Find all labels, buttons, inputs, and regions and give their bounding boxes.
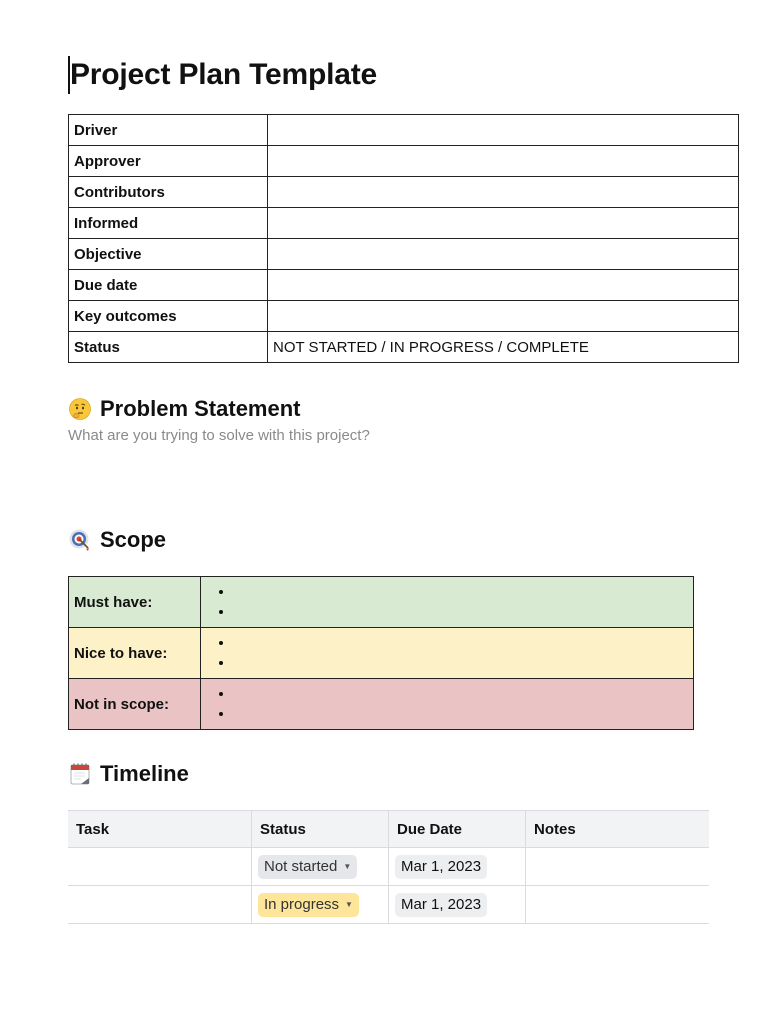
problem-statement-placeholder[interactable]: What are you trying to solve with this project? — [68, 427, 370, 444]
bullet-item[interactable] — [234, 602, 688, 622]
status-dropdown[interactable] — [258, 893, 359, 917]
problem-statement-heading — [68, 396, 301, 422]
caret-down-icon: ▼ — [343, 861, 352, 871]
info-value-contributors[interactable] — [268, 177, 739, 208]
scope-row-must-have — [69, 577, 694, 628]
info-key: Approver — [69, 146, 268, 177]
project-info-table — [68, 114, 739, 363]
info-row-status — [69, 332, 739, 363]
column-header-task[interactable]: Task — [68, 811, 252, 848]
info-key: Key outcomes — [69, 301, 268, 332]
status-dropdown[interactable] — [258, 855, 357, 879]
info-row-key-outcomes — [69, 301, 739, 332]
info-value-objective[interactable] — [268, 239, 739, 270]
notes-cell[interactable] — [526, 886, 710, 924]
timeline-header-row — [68, 811, 709, 848]
bullet-item[interactable] — [234, 633, 688, 653]
info-value-driver[interactable] — [268, 115, 739, 146]
timeline-table — [68, 810, 709, 924]
task-cell[interactable] — [68, 886, 252, 924]
date-chip[interactable]: Mar 1, 2023 — [395, 855, 487, 879]
due-date-cell — [389, 848, 526, 886]
bullet-item[interactable] — [234, 582, 688, 602]
info-value-due-date[interactable] — [268, 270, 739, 301]
scope-title: Scope — [100, 527, 167, 552]
info-key: Informed — [69, 208, 268, 239]
info-row-informed — [69, 208, 739, 239]
info-row-approver — [69, 146, 739, 177]
calendar-icon — [68, 762, 92, 786]
caret-down-icon: ▼ — [345, 899, 353, 909]
bullet-item[interactable] — [234, 684, 688, 704]
due-date-cell — [389, 886, 526, 924]
scope-bullets[interactable] — [201, 628, 694, 679]
timeline-title: Timeline — [100, 761, 189, 786]
scope-row-nice-to-have — [69, 628, 694, 679]
status-cell — [252, 886, 389, 924]
column-header-notes[interactable]: Notes — [526, 811, 710, 848]
info-value-status[interactable]: NOT STARTED / IN PROGRESS / COMPLETE — [268, 332, 739, 363]
date-chip[interactable]: Mar 1, 2023 — [395, 893, 487, 917]
scope-bullets[interactable] — [201, 679, 694, 730]
status-label: In progress — [264, 895, 340, 913]
scope-heading — [68, 527, 166, 553]
info-key: Driver — [69, 115, 268, 146]
scope-table — [68, 576, 694, 730]
status-cell — [252, 848, 389, 886]
timeline-heading — [68, 761, 189, 787]
column-header-due-date[interactable]: Due Date — [389, 811, 526, 848]
task-cell[interactable] — [68, 848, 252, 886]
scope-bullets[interactable] — [201, 577, 694, 628]
target-icon — [68, 528, 92, 552]
table-row — [68, 848, 709, 886]
scope-label: Not in scope: — [69, 679, 201, 730]
scope-label: Nice to have: — [69, 628, 201, 679]
info-key: Objective — [69, 239, 268, 270]
info-row-due-date — [69, 270, 739, 301]
problem-statement-title: Problem Statement — [100, 396, 301, 421]
info-value-approver[interactable] — [268, 146, 739, 177]
notes-cell[interactable] — [526, 848, 710, 886]
info-value-informed[interactable] — [268, 208, 739, 239]
table-row — [68, 886, 709, 924]
info-key: Status — [69, 332, 268, 363]
scope-row-not-in-scope — [69, 679, 694, 730]
info-key: Due date — [69, 270, 268, 301]
scope-label: Must have: — [69, 577, 201, 628]
column-header-status[interactable]: Status — [252, 811, 389, 848]
bullet-item[interactable] — [234, 704, 688, 724]
info-row-objective — [69, 239, 739, 270]
status-label: Not started — [264, 857, 338, 875]
bullet-item[interactable] — [234, 653, 688, 673]
info-value-key-outcomes[interactable] — [268, 301, 739, 332]
page-title: Project Plan Template — [68, 56, 377, 94]
info-row-driver — [69, 115, 739, 146]
info-key: Contributors — [69, 177, 268, 208]
info-row-contributors — [69, 177, 739, 208]
thinking-face-icon — [68, 397, 92, 421]
